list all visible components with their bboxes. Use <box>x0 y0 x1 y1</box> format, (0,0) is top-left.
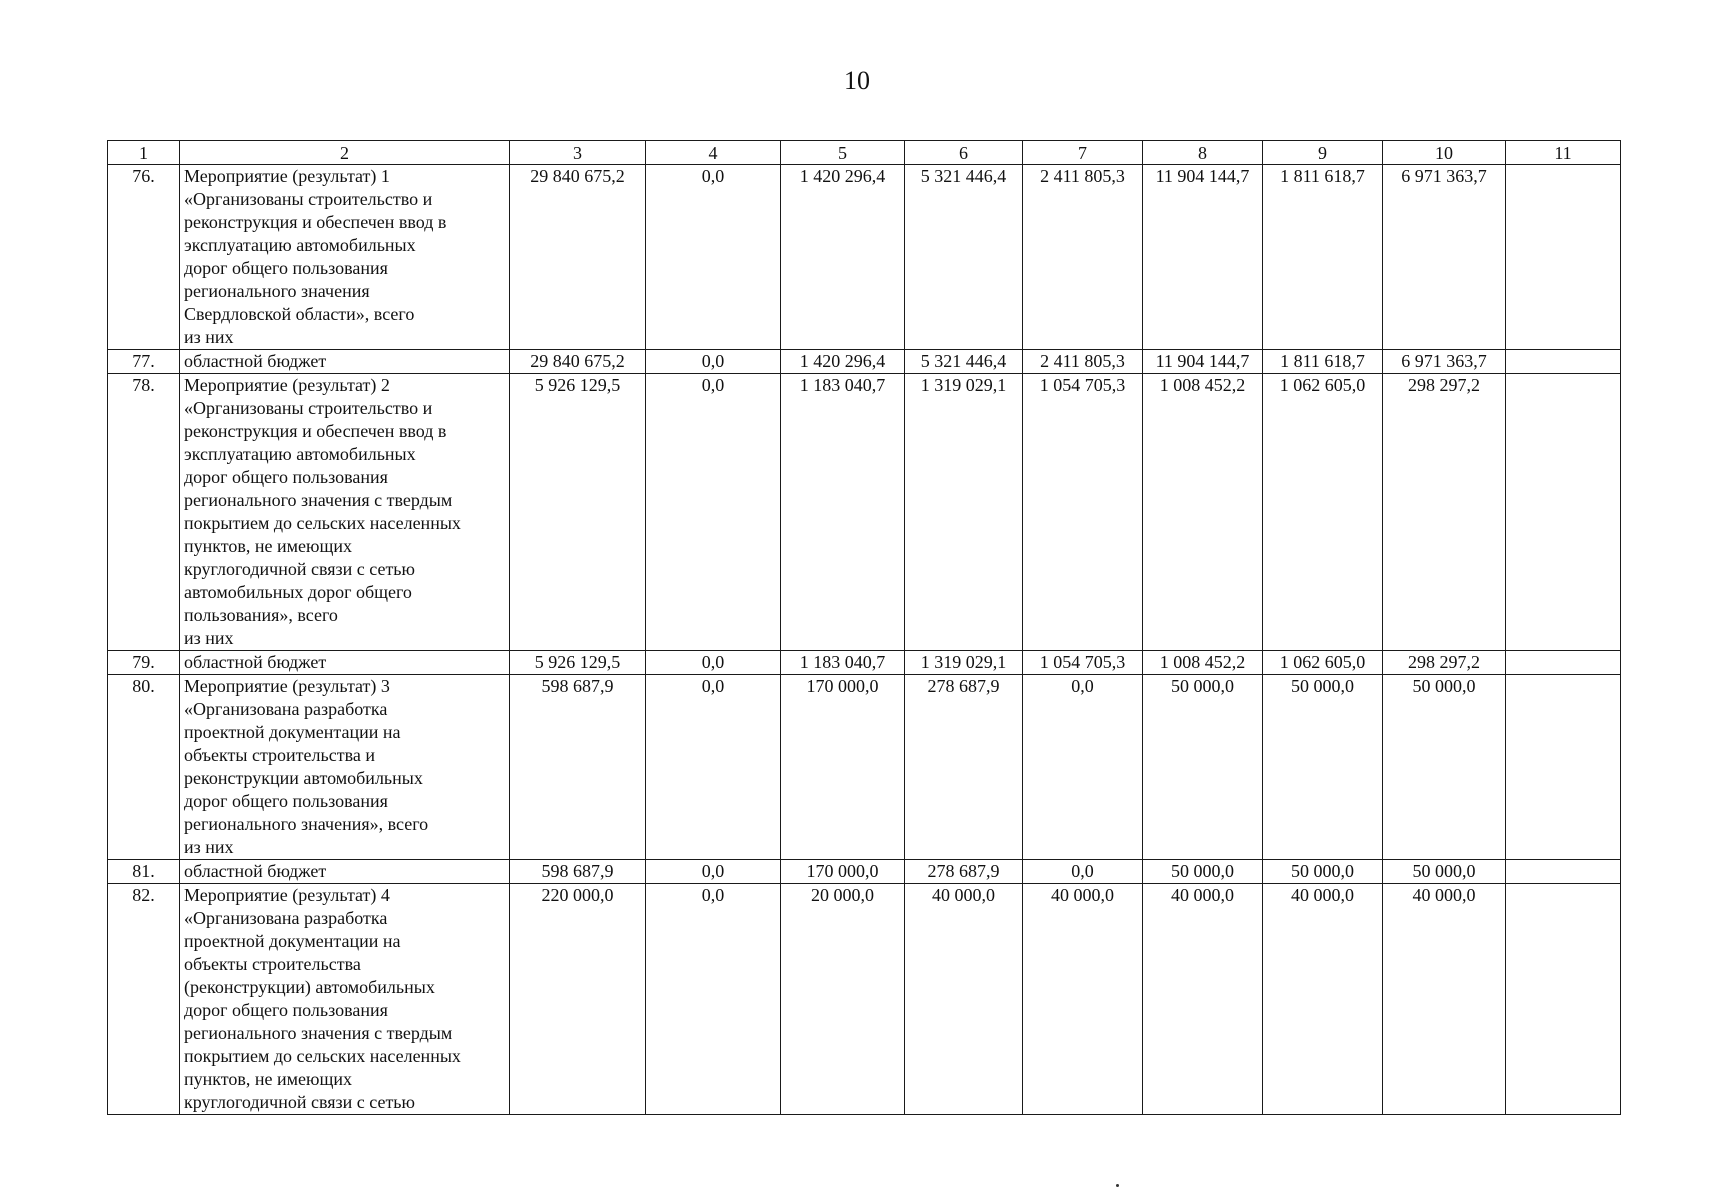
value-cell: 0,0 <box>646 374 781 651</box>
value-cell: 1 062 605,0 <box>1263 651 1383 675</box>
budget-table <box>107 140 1621 1115</box>
row-description: областной бюджет <box>180 350 510 374</box>
value-cell: 1 054 705,3 <box>1023 651 1143 675</box>
value-cell: 40 000,0 <box>1143 884 1263 1115</box>
value-cell: 50 000,0 <box>1143 675 1263 860</box>
row-number: 81. <box>108 860 180 884</box>
value-cell <box>1506 675 1621 860</box>
value-cell: 0,0 <box>646 651 781 675</box>
value-cell: 6 971 363,7 <box>1383 350 1506 374</box>
value-cell: 29 840 675,2 <box>510 165 646 350</box>
value-cell: 1 420 296,4 <box>781 350 905 374</box>
column-header: 1 <box>108 141 180 165</box>
value-cell: 598 687,9 <box>510 675 646 860</box>
value-cell: 1 183 040,7 <box>781 374 905 651</box>
value-cell: 50 000,0 <box>1263 675 1383 860</box>
value-cell: 2 411 805,3 <box>1023 350 1143 374</box>
value-cell: 0,0 <box>1023 860 1143 884</box>
value-cell: 5 926 129,5 <box>510 374 646 651</box>
row-number: 79. <box>108 651 180 675</box>
value-cell: 1 811 618,7 <box>1263 350 1383 374</box>
row-description: Мероприятие (результат) 1 «Организованы строительство и реконструкция и обеспечен ввод в эксплуатацию автомобильных дорог общего пользования регионального значения Свердловской области», всего из них <box>180 165 510 350</box>
value-cell: 20 000,0 <box>781 884 905 1115</box>
value-cell: 0,0 <box>646 350 781 374</box>
value-cell: 0,0 <box>646 884 781 1115</box>
value-cell: 50 000,0 <box>1143 860 1263 884</box>
column-header: 7 <box>1023 141 1143 165</box>
value-cell: 1 183 040,7 <box>781 651 905 675</box>
row-number: 78. <box>108 374 180 651</box>
value-cell: 40 000,0 <box>1383 884 1506 1115</box>
value-cell: 1 319 029,1 <box>905 651 1023 675</box>
value-cell: 1 062 605,0 <box>1263 374 1383 651</box>
value-cell: 1 811 618,7 <box>1263 165 1383 350</box>
table-row <box>108 165 1621 350</box>
column-header: 5 <box>781 141 905 165</box>
column-header: 8 <box>1143 141 1263 165</box>
value-cell: 5 321 446,4 <box>905 350 1023 374</box>
value-cell: 50 000,0 <box>1383 860 1506 884</box>
value-cell: 5 926 129,5 <box>510 651 646 675</box>
scan-speck <box>1116 1184 1119 1187</box>
row-number: 80. <box>108 675 180 860</box>
row-description: Мероприятие (результат) 3 «Организована разработка проектной документации на объекты строительства и реконструкции автомобильных дорог общего пользования регионального значения», всего из них <box>180 675 510 860</box>
column-header: 11 <box>1506 141 1621 165</box>
table-row <box>108 860 1621 884</box>
column-header: 4 <box>646 141 781 165</box>
row-number: 77. <box>108 350 180 374</box>
row-number: 82. <box>108 884 180 1115</box>
table-row <box>108 374 1621 651</box>
value-cell: 40 000,0 <box>1263 884 1383 1115</box>
value-cell: 0,0 <box>646 860 781 884</box>
table-row <box>108 350 1621 374</box>
value-cell: 298 297,2 <box>1383 651 1506 675</box>
row-description: областной бюджет <box>180 651 510 675</box>
value-cell: 11 904 144,7 <box>1143 350 1263 374</box>
value-cell: 220 000,0 <box>510 884 646 1115</box>
value-cell: 1 054 705,3 <box>1023 374 1143 651</box>
column-header: 6 <box>905 141 1023 165</box>
value-cell: 170 000,0 <box>781 675 905 860</box>
value-cell: 0,0 <box>1023 675 1143 860</box>
value-cell <box>1506 374 1621 651</box>
column-header: 10 <box>1383 141 1506 165</box>
value-cell <box>1506 884 1621 1115</box>
value-cell <box>1506 860 1621 884</box>
value-cell: 40 000,0 <box>905 884 1023 1115</box>
value-cell <box>1506 350 1621 374</box>
value-cell: 0,0 <box>646 675 781 860</box>
value-cell: 50 000,0 <box>1383 675 1506 860</box>
value-cell: 1 008 452,2 <box>1143 374 1263 651</box>
row-number: 76. <box>108 165 180 350</box>
value-cell: 1 008 452,2 <box>1143 651 1263 675</box>
column-header: 3 <box>510 141 646 165</box>
row-description: областной бюджет <box>180 860 510 884</box>
value-cell: 1 420 296,4 <box>781 165 905 350</box>
column-number-row <box>108 141 1621 165</box>
value-cell: 278 687,9 <box>905 860 1023 884</box>
row-description: Мероприятие (результат) 2 «Организованы строительство и реконструкция и обеспечен ввод в эксплуатацию автомобильных дорог общего пользования регионального значения с твердым покрытием до сельских населенных пунктов, не имеющих круглогодичной связи с сетью автомобильных дорог общего пользования», всего из них <box>180 374 510 651</box>
value-cell: 0,0 <box>646 165 781 350</box>
page-number: 10 <box>844 66 870 95</box>
table-row <box>108 675 1621 860</box>
value-cell: 40 000,0 <box>1023 884 1143 1115</box>
value-cell: 11 904 144,7 <box>1143 165 1263 350</box>
value-cell: 170 000,0 <box>781 860 905 884</box>
value-cell: 1 319 029,1 <box>905 374 1023 651</box>
row-description: Мероприятие (результат) 4 «Организована разработка проектной документации на объекты строительства (реконструкции) автомобильных дорог общего пользования регионального значения с твердым покрытием до сельских населенных пунктов, не имеющих круглогодичной связи с сетью <box>180 884 510 1115</box>
value-cell: 298 297,2 <box>1383 374 1506 651</box>
table-row <box>108 651 1621 675</box>
value-cell: 278 687,9 <box>905 675 1023 860</box>
value-cell: 50 000,0 <box>1263 860 1383 884</box>
value-cell: 6 971 363,7 <box>1383 165 1506 350</box>
value-cell: 2 411 805,3 <box>1023 165 1143 350</box>
value-cell <box>1506 651 1621 675</box>
value-cell: 29 840 675,2 <box>510 350 646 374</box>
column-header: 2 <box>180 141 510 165</box>
value-cell: 5 321 446,4 <box>905 165 1023 350</box>
column-header: 9 <box>1263 141 1383 165</box>
value-cell <box>1506 165 1621 350</box>
value-cell: 598 687,9 <box>510 860 646 884</box>
table-row <box>108 884 1621 1115</box>
